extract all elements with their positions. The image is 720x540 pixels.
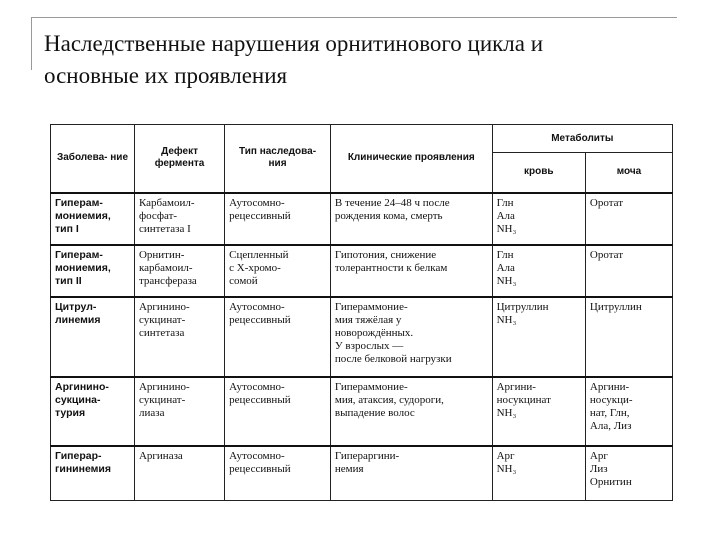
cell-inheritance-line: Аутосомно- [229, 381, 285, 394]
cell-clinical-line: мия, атаксия, судороги, [334, 394, 444, 407]
cell-urine-line: Аргини- [589, 381, 630, 394]
cell-defect [134, 297, 224, 377]
cell-urine-line: Лиз [589, 463, 608, 476]
header-clinical: Клинические проявления [330, 125, 492, 193]
cell-defect [134, 377, 224, 446]
cell-clinical-line: новорождённых. [334, 326, 414, 339]
cell-disease-line: тип I [55, 222, 79, 235]
cell-defect-line: Аргинино- [138, 300, 190, 313]
cell-defect-line: Аргинино- [138, 381, 190, 394]
table-row [51, 297, 673, 377]
header-disease: Заболева- ние [51, 125, 135, 193]
urea-cycle-disorders-table [50, 124, 673, 501]
table-row [51, 245, 673, 297]
cell-blood-line: NH₃ [496, 407, 517, 420]
cell-inheritance-line: рецессивный [229, 313, 291, 326]
slide-title-line-2: основные их проявления [44, 63, 288, 88]
cell-blood [492, 297, 585, 377]
slide-title [44, 28, 684, 92]
table-row [51, 377, 673, 446]
cell-disease-line: мониемия, [55, 261, 111, 274]
cell-inheritance-line: рецессивный [229, 463, 291, 476]
cell-disease [51, 446, 135, 500]
header-inheritance: Тип наследова- ния [225, 125, 331, 193]
cell-urine-line: Оротат [589, 248, 624, 261]
cell-disease-line: Гиперам- [55, 196, 103, 209]
cell-urine-line: Арг [589, 450, 608, 463]
cell-urine-line: Цитруллин [589, 300, 642, 313]
cell-inheritance [225, 193, 331, 245]
cell-disease-line: Цитрул- [55, 300, 97, 313]
cell-blood-line: Глн [496, 248, 514, 261]
cell-clinical-line: Гипераммоние- [334, 300, 408, 313]
cell-blood [492, 193, 585, 245]
table-row [51, 446, 673, 500]
cell-defect-line: карбамоил- [138, 261, 193, 274]
cell-inheritance [225, 297, 331, 377]
cell-clinical [330, 446, 492, 500]
cell-disease [51, 193, 135, 245]
cell-defect-line: фосфат- [138, 209, 178, 222]
header-urine: моча [585, 153, 672, 193]
cell-inheritance-line: рецессивный [229, 394, 291, 407]
cell-urine-line: носукци- [589, 394, 633, 407]
cell-defect [134, 245, 224, 297]
cell-defect-line: синтетаза [138, 326, 185, 339]
cell-urine-line: Орнитин [589, 476, 632, 489]
cell-inheritance [225, 446, 331, 500]
cell-inheritance-line: рецессивный [229, 209, 291, 222]
cell-clinical-line: выпадение волос [334, 407, 415, 420]
cell-defect-line: Аргиназа [138, 450, 183, 463]
cell-disease-line: мониемия, [55, 209, 111, 222]
cell-urine [585, 377, 672, 446]
cell-disease-line: линемия [55, 313, 101, 326]
cell-blood-line: Арг [496, 450, 515, 463]
cell-clinical-line: после белковой нагрузки [334, 352, 452, 365]
cell-blood-line: NH₃ [496, 222, 517, 235]
cell-inheritance-line: Аутосомно- [229, 450, 285, 463]
table-row [51, 193, 673, 245]
scanned-table [50, 124, 673, 501]
cell-clinical-line: Гипераргини- [334, 450, 400, 463]
cell-urine [585, 297, 672, 377]
cell-blood-line: носукцинат [496, 394, 551, 407]
cell-urine-line: Оротат [589, 196, 624, 209]
cell-disease-line: турия [55, 407, 86, 420]
slide-title-line-1: Наследственные нарушения орнитинового цикла и [44, 31, 544, 56]
cell-blood-line: NH₃ [496, 274, 517, 287]
cell-disease-line: Гиперар- [55, 450, 102, 463]
cell-defect-line: сукцинат- [138, 313, 186, 326]
cell-urine [585, 193, 672, 245]
cell-inheritance [225, 245, 331, 297]
cell-blood-line: Цитруллин [496, 300, 549, 313]
cell-defect-line: трансфераза [138, 274, 197, 287]
cell-clinical-line: В течение 24–48 ч после [334, 196, 450, 209]
cell-disease-line: гининемия [55, 463, 112, 476]
cell-blood-line: NH₃ [496, 463, 517, 476]
cell-urine [585, 245, 672, 297]
cell-urine [585, 446, 672, 500]
cell-urine-line: нат, Глн, [589, 407, 630, 420]
cell-inheritance-line: с Х-хромо- [229, 261, 281, 274]
cell-clinical-line: рождения кома, смерть [334, 209, 443, 222]
cell-inheritance-line: Сцепленный [229, 248, 289, 261]
cell-defect [134, 193, 224, 245]
cell-disease-line: Гиперам- [55, 248, 103, 261]
cell-inheritance [225, 377, 331, 446]
cell-disease [51, 377, 135, 446]
cell-disease [51, 245, 135, 297]
cell-clinical-line: немия [334, 463, 364, 476]
cell-blood-line: Аргини- [496, 381, 536, 394]
title-frame-horizontal-line [31, 17, 677, 18]
cell-blood [492, 377, 585, 446]
cell-blood-line: Ала [496, 209, 515, 222]
cell-clinical [330, 245, 492, 297]
cell-disease-line: тип II [55, 274, 82, 287]
cell-blood-line: Ала [496, 261, 515, 274]
cell-disease-line: сукцина- [55, 394, 101, 407]
cell-defect-line: сукцинат- [138, 394, 186, 407]
cell-disease [51, 297, 135, 377]
cell-defect [134, 446, 224, 500]
cell-defect-line: синтетаза I [138, 222, 191, 235]
cell-clinical-line: Гипераммоние- [334, 381, 408, 394]
cell-clinical [330, 193, 492, 245]
table-body [51, 193, 673, 501]
cell-inheritance-line: сомой [229, 274, 258, 287]
cell-disease-line: Аргинино- [55, 381, 109, 394]
header-defect: Дефект фермента [134, 125, 224, 193]
cell-clinical-line: мия тяжёлая у [334, 313, 402, 326]
title-frame-vertical-line [31, 17, 32, 70]
cell-urine-line: Ала, Лиз [589, 420, 632, 433]
cell-defect-line: Орнитин- [138, 248, 185, 261]
cell-inheritance-line: Аутосомно- [229, 196, 285, 209]
cell-blood [492, 245, 585, 297]
header-blood: кровь [492, 153, 585, 193]
cell-defect-line: Карбамоил- [138, 196, 195, 209]
cell-blood-line: Глн [496, 196, 514, 209]
cell-clinical [330, 377, 492, 446]
cell-defect-line: лиаза [138, 407, 165, 420]
cell-clinical-line: толерантности к белкам [334, 261, 448, 274]
cell-blood-line: NH₃ [496, 313, 517, 326]
cell-clinical [330, 297, 492, 377]
cell-clinical-line: Гипотония, снижение [334, 248, 437, 261]
cell-clinical-line: У взрослых — [334, 339, 404, 352]
cell-blood [492, 446, 585, 500]
header-metabolites: Метаболиты [492, 125, 672, 153]
cell-inheritance-line: Аутосомно- [229, 300, 285, 313]
